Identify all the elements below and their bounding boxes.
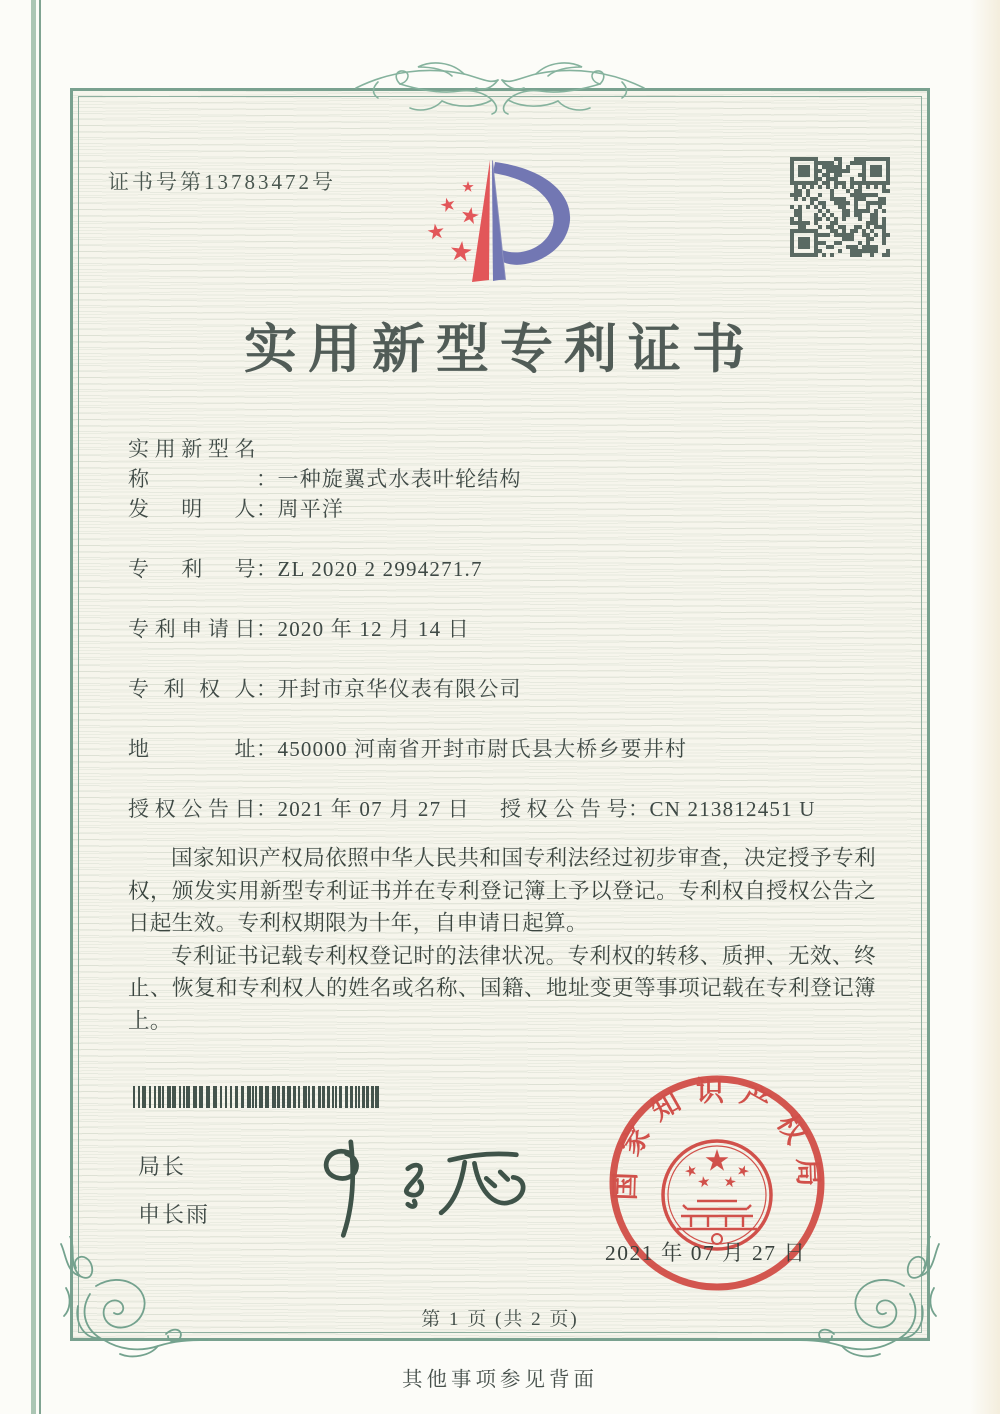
- field-value: 2020 年 12 月 14 日: [277, 617, 470, 641]
- back-note: 其他事项参见背面: [402, 1369, 598, 1391]
- field-value: 开封市京华仪表有限公司: [277, 677, 522, 701]
- field-row-filing-date: 专利申请日：2020 年 12 月 14 日: [128, 613, 908, 673]
- qr-code: [790, 157, 890, 257]
- field-value: ZL 2020 2 2994271.7: [277, 557, 483, 581]
- field-label: 地址: [128, 737, 256, 761]
- field-label: 专利号: [128, 557, 256, 581]
- grant-number: 授权公告号：CN 213812451 U: [500, 797, 816, 821]
- page-right-shadow: [970, 0, 1000, 1414]
- field-row-name: 实用新型名称 ：一种旋翼式水表叶轮结构: [128, 433, 908, 493]
- page-spine-edge: [31, 0, 36, 1414]
- logo-p-bowl: [493, 162, 570, 265]
- field-label: 实用新型名称: [128, 437, 256, 491]
- svg-text:国家知识产权局: [609, 1075, 823, 1201]
- field-label: 专利权人: [128, 677, 256, 701]
- seal-date: 2021 年 07 月 27 日: [605, 1241, 807, 1265]
- field-row-patent-number: 专利号：ZL 2020 2 2994271.7: [128, 553, 908, 613]
- grant-date: 授权公告日：2021 年 07 月 27 日: [128, 797, 470, 821]
- field-row-patentee: 专利权人：开封市京华仪表有限公司: [128, 673, 908, 733]
- field-value: 一种旋翼式水表叶轮结构: [277, 467, 522, 491]
- field-list: [128, 433, 908, 853]
- director-handwritten-signature: [282, 1130, 540, 1244]
- cnipa-logo: [393, 140, 608, 295]
- certificate-title: 实用新型专利证书: [244, 321, 756, 379]
- seal-ring-text: 国家知识产权局: [610, 1076, 824, 1201]
- field-label: 专利申请日: [128, 617, 256, 641]
- field-value: 周平洋: [277, 497, 345, 521]
- field-label: 发明人: [128, 497, 256, 521]
- director-name: 申长雨: [138, 1202, 211, 1227]
- field-row-inventor: 发明人：周平洋: [128, 493, 908, 553]
- page-spine-edge-line: [39, 0, 41, 1414]
- legal-text: [128, 842, 876, 1038]
- certificate-number: 证书号第13783472号: [108, 170, 336, 194]
- director-title: 局长: [138, 1154, 187, 1179]
- page-indicator: 第 1 页 (共 2 页): [421, 1309, 579, 1330]
- legal-paragraph: 专利证书记载专利权登记时的法律状况。专利权的转移、质押、无效、终止、恢复和专利权人的姓名或名称、国籍、地址变更等事项记载在专利登记簿上。: [128, 943, 876, 1033]
- field-value: 450000 河南省开封市尉氏县大桥乡要井村: [277, 737, 688, 761]
- barcode: [131, 1086, 383, 1108]
- field-row-address: 地址：450000 河南省开封市尉氏县大桥乡要井村: [128, 733, 908, 793]
- legal-paragraph: 国家知识产权局依照中华人民共和国专利法经过初步审查，决定授予专利权，颁发实用新型专利证书并在专利登记簿上予以登记。专利权自授权公告之日起生效。专利权期限为十年，自申请日起算。: [128, 846, 876, 936]
